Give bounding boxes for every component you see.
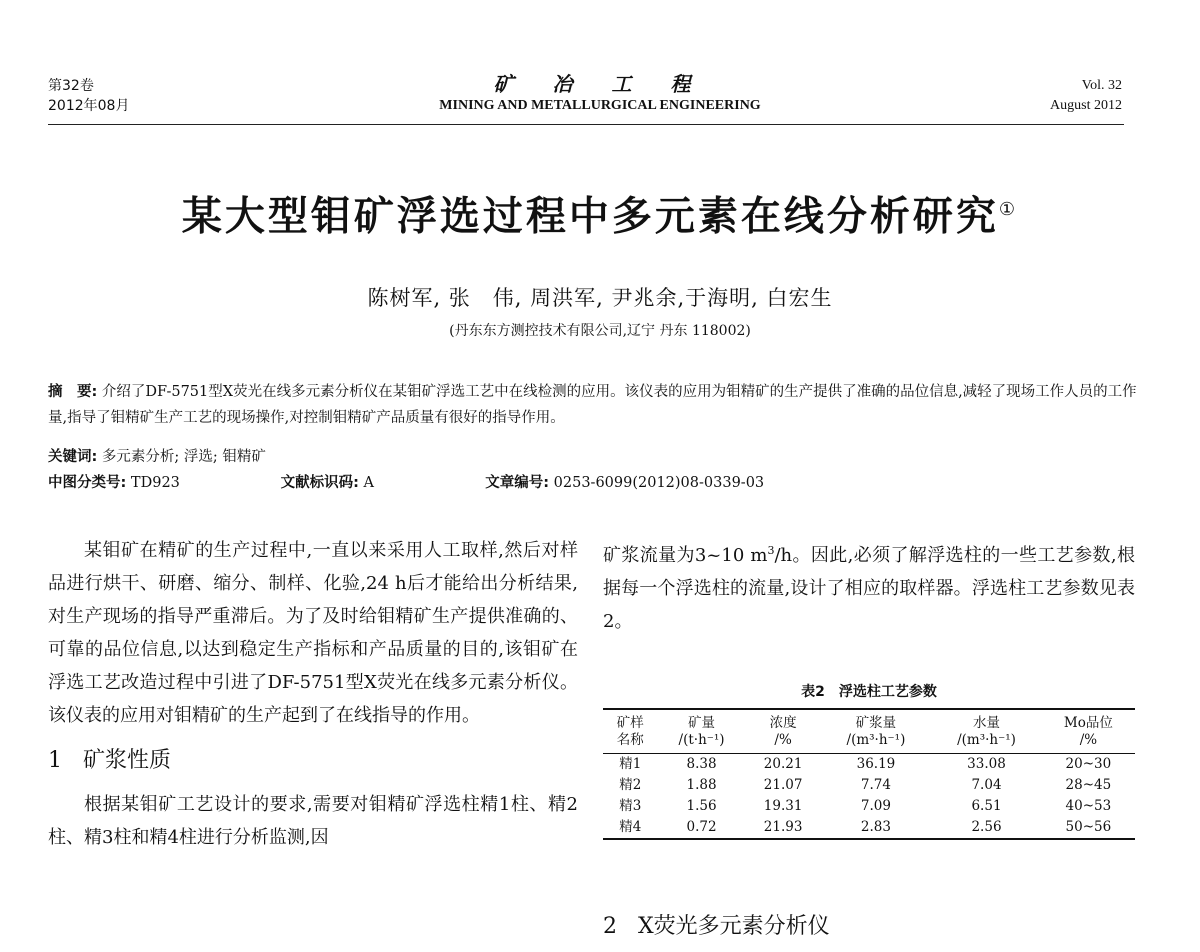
right-paragraph: [603, 534, 1135, 638]
table-cell: 精1: [619, 756, 642, 772]
abstract-label: 摘 要:: [48, 384, 98, 400]
col-unit: /(m³·h⁻¹): [821, 732, 932, 754]
keywords: [48, 444, 266, 470]
table-cell: 40~53: [1065, 798, 1112, 814]
authors: 陈树军, 张 伟, 周洪军, 尹兆余,于海明, 白宏生: [367, 286, 833, 310]
col-unit: 名称: [603, 732, 658, 754]
col-unit: /%: [1042, 732, 1135, 754]
table-cell: 20~30: [1065, 756, 1112, 772]
table-cell: 2.83: [821, 817, 932, 839]
col-header: 矿量: [658, 709, 746, 732]
table-cell: 7.74: [860, 777, 891, 793]
table-cell: 1.56: [686, 798, 717, 814]
right-paragraph-sup: 3: [767, 544, 775, 557]
table-cell: 7.04: [971, 777, 1002, 793]
section-1-heading: [48, 746, 578, 776]
section-2-number: 2: [603, 914, 617, 939]
table-2-caption: 表2 浮选柱工艺参数: [801, 684, 937, 700]
title-footnote-mark: ①: [998, 199, 1019, 220]
keywords-label: 关键词:: [48, 449, 98, 465]
affiliation: (丹东东方测控技术有限公司,辽宁 丹东 118002): [449, 323, 751, 339]
clc-label: 中图分类号:: [48, 475, 127, 491]
volume-cn: 第32卷: [48, 78, 94, 94]
article-number-value: 0253-6099(2012)08-0339-03: [553, 475, 765, 491]
table-cell: 20.21: [763, 756, 803, 772]
table-cell: 2.56: [931, 817, 1042, 839]
section-1-title: 矿浆性质: [82, 748, 171, 773]
table-cell: 36.19: [856, 756, 896, 772]
col-header: Mo品位: [1042, 709, 1135, 732]
table-cell: 1.88: [686, 777, 717, 793]
table-cell: 33.08: [967, 756, 1006, 772]
clc-value: TD923: [130, 475, 180, 491]
col-unit: /(m³·h⁻¹): [931, 732, 1042, 754]
header-right: [1050, 76, 1122, 116]
table-cell: 28~45: [1065, 777, 1112, 793]
table-row: [603, 775, 1135, 796]
section-1-number: 1: [48, 748, 62, 773]
right-paragraph-post: /h。因此,必须了解浮选柱的一些工艺参数,根据每一个浮选柱的流量,设计了相应的取样器。浮选柱工艺参数见表2。: [603, 545, 1135, 632]
article-number-label: 文章编号:: [485, 475, 550, 491]
col-header: 浓度: [746, 709, 821, 732]
section-2-title: X荧光多元素分析仪: [637, 914, 830, 939]
section-2-heading: [603, 912, 830, 942]
table-row: [603, 754, 1135, 776]
keywords-text: 多元素分析; 浮选; 钼精矿: [101, 449, 266, 465]
abstract-text: 介绍了DF-5751型X荧光在线多元素分析仪在某钼矿浮选工艺中在线检测的应用。该仪表的应用为钼精矿的生产提供了准确的品位信息,减轻了现场工作人员的工作量,指导了钼精矿生产工艺的现场操作,对控制钼精矿产品质量有很好的指导作用。: [48, 384, 1137, 426]
table-row: [603, 817, 1135, 839]
header-rule: [48, 124, 1124, 125]
journal-name-cn: 矿 冶 工 程: [493, 72, 707, 96]
table-cell: 21.07: [763, 777, 803, 793]
table-cell: 19.31: [763, 798, 803, 814]
table-cell: 0.72: [658, 817, 746, 839]
col-unit: /%: [746, 732, 821, 754]
date-en: August 2012: [1050, 98, 1122, 113]
left-column: [48, 534, 578, 854]
table-cell: 精3: [619, 798, 642, 814]
doc-code-label: 文献标识码:: [280, 475, 359, 491]
table-cell: 7.09: [860, 798, 891, 814]
paper-title: [0, 186, 1200, 240]
volume-en: Vol. 32: [1081, 78, 1122, 93]
table-cell: 50~56: [1042, 817, 1135, 839]
table-cell: 精4: [603, 817, 658, 839]
intro-paragraph: 某钼矿在精矿的生产过程中,一直以来采用人工取样,然后对样品进行烘干、研磨、缩分、制样、化验,24 h后才能给出分析结果,对生产现场的指导严重滞后。为了及时给钼精矿生产提供准确的、可靠的品位信息,以达到稳定生产指标和产品质量的目的,该钼矿在浮选工艺改造过程中引进了DF-5751型X荧光在线多元素分析仪。该仪表的应用对钼精矿的生产起到了在线指导的作用。: [48, 540, 578, 726]
journal-name-en: MINING AND METALLURGICAL ENGINEERING: [439, 98, 761, 113]
table-row: [603, 796, 1135, 817]
right-paragraph-pre: 矿浆流量为3~10 m: [603, 545, 768, 566]
doc-code-value: A: [363, 475, 375, 491]
table-2: [603, 708, 1135, 840]
col-header: 矿样: [603, 709, 658, 732]
table-cell: 6.51: [971, 798, 1002, 814]
table-cell: 21.93: [746, 817, 821, 839]
right-column: [603, 534, 1135, 638]
journal-title-block: [0, 72, 1200, 116]
table-cell: 精2: [619, 777, 642, 793]
abstract: [48, 379, 1144, 431]
col-header: 矿浆量: [821, 709, 932, 732]
table-header-row: [603, 709, 1135, 732]
section-1-paragraph: 根据某钼矿工艺设计的要求,需要对钼精矿浮选柱精1柱、精2柱、精3柱和精4柱进行分析监测,因: [48, 794, 578, 848]
col-header: 水量: [931, 709, 1042, 732]
table-unit-row: [603, 732, 1135, 754]
table-cell: 8.38: [686, 756, 717, 772]
date-cn: 2012年08月: [48, 98, 130, 114]
col-unit: /(t·h⁻¹): [658, 732, 746, 754]
classification-line: [48, 470, 764, 496]
paper-title-text: 某大型钼矿浮选过程中多元素在线分析研究: [181, 193, 999, 240]
